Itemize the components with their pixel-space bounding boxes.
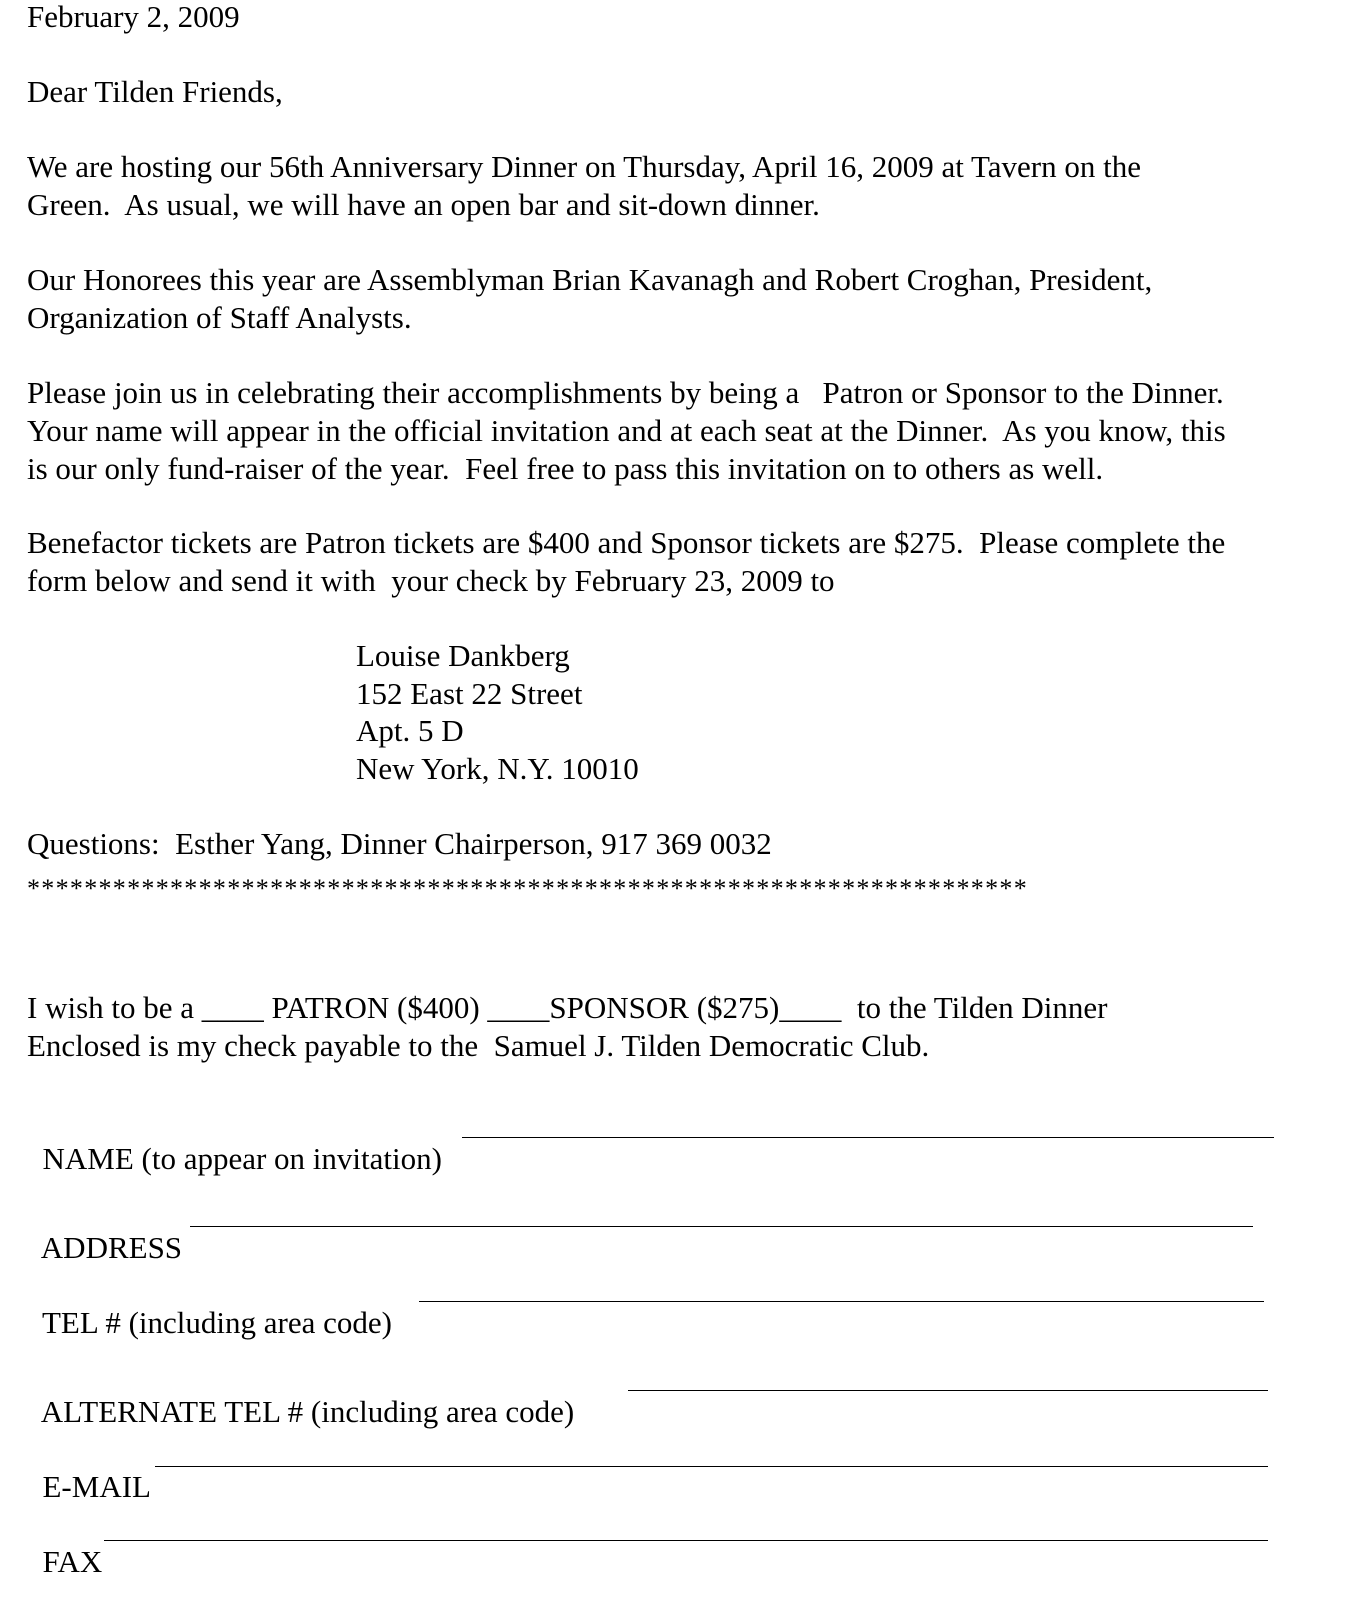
tel-field-input[interactable]	[419, 1301, 1264, 1302]
fax-field-input[interactable]	[104, 1540, 1268, 1541]
email-field-label: E-MAIL	[42, 1469, 151, 1504]
fax-field-row	[27, 1505, 103, 1579]
paragraph-2-line-2: Organization of Staff Analysts.	[27, 300, 412, 335]
email-field-input[interactable]	[155, 1466, 1268, 1467]
email-field-row	[27, 1430, 151, 1504]
paragraph-3-line-3: is our only fund-raiser of the year. Feel free to pass this invitation on to others as well.	[27, 451, 1104, 486]
name-field-input[interactable]	[462, 1137, 1274, 1138]
form-enclosed-line: Enclosed is my check payable to the Samuel J. Tilden Democratic Club.	[27, 1028, 930, 1063]
paragraph-4-line-1: Benefactor tickets are Patron tickets are $400 and Sponsor tickets are $275. Please complete the	[27, 525, 1226, 560]
address-street: 152 East 22 Street	[356, 676, 583, 711]
address-name: Louise Dankberg	[356, 638, 570, 673]
address-field-row	[27, 1191, 183, 1265]
address-field-input[interactable]	[190, 1226, 1253, 1227]
paragraph-3-line-1: Please join us in celebrating their accomplishments by being a Patron or Sponsor to the Dinner.	[27, 375, 1224, 410]
name-field-row	[27, 1102, 442, 1176]
paragraph-1-line-1: We are hosting our 56th Anniversary Dinner on Thursday, April 16, 2009 at Tavern on the	[27, 149, 1141, 184]
letter-date: February 2, 2009	[27, 0, 240, 34]
alt-tel-field-input[interactable]	[628, 1390, 1268, 1391]
address-city: New York, N.Y. 10010	[356, 751, 639, 786]
paragraph-1-line-2: Green. As usual, we will have an open bar and sit-down dinner.	[27, 187, 820, 222]
name-field-label: NAME (to appear on invitation)	[42, 1141, 442, 1176]
salutation: Dear Tilden Friends,	[27, 74, 283, 109]
paragraph-4-line-2: form below and send it with your check by February 23, 2009 to	[27, 563, 835, 598]
address-field-label: ADDRESS	[40, 1230, 183, 1265]
address-apt: Apt. 5 D	[356, 713, 464, 748]
questions-contact: Questions: Esther Yang, Dinner Chairperson, 917 369 0032	[27, 826, 772, 861]
alt-tel-field-row	[27, 1355, 575, 1429]
paragraph-3-line-2: Your name will appear in the official invitation and at each seat at the Dinner. As you know, this	[27, 413, 1226, 448]
tel-field-row	[27, 1266, 392, 1340]
separator-asterisks: **********************************************************************	[27, 874, 1028, 903]
form-wish-line: I wish to be a ____ PATRON ($400) ____SPONSOR ($275)____ to the Tilden Dinner	[27, 990, 1108, 1025]
fax-field-label: FAX	[42, 1544, 103, 1579]
paragraph-2-line-1: Our Honorees this year are Assemblyman Brian Kavanagh and Robert Croghan, President,	[27, 262, 1153, 297]
tel-field-label: TEL # (including area code)	[41, 1305, 392, 1340]
alt-tel-field-label: ALTERNATE TEL # (including area code)	[40, 1394, 575, 1429]
